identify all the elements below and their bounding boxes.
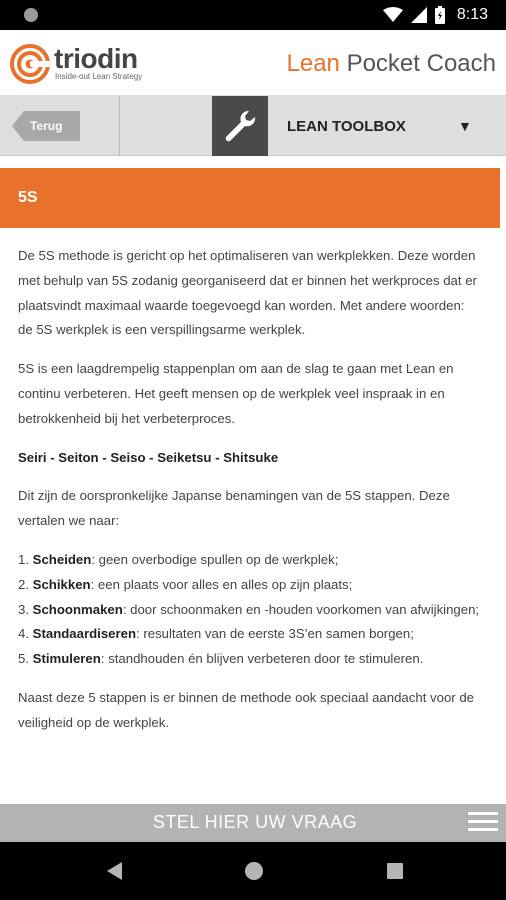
list-item-number: 2.	[18, 576, 29, 592]
logo-name: triodin	[54, 43, 138, 74]
status-bar	[0, 0, 506, 30]
list-item-number: 3.	[18, 601, 29, 617]
ask-question-bar[interactable]	[0, 804, 506, 842]
list-item-term: Scheiden	[32, 551, 92, 567]
notification-dot-icon	[24, 8, 38, 22]
list-item-number: 1.	[18, 551, 29, 567]
paragraph-intro: De 5S methode is gericht op het optimaliseren van werkplekken. Deze worden met behulp van 5S zodanig georganiseerd dat er binnen het werkproces dat er plaatsvindt maximaal waarde toegevoegd kan worden. Met andere woorden: de 5S werkplek is een verspillingsarme werkplek.	[18, 248, 477, 338]
steps-list	[18, 548, 480, 672]
list-item-term: Stimuleren	[32, 651, 101, 667]
app-header	[0, 30, 506, 96]
list-item-term: Schoonmaken	[32, 601, 123, 617]
article-content	[18, 244, 480, 750]
back-button[interactable]	[12, 111, 80, 141]
list-item-text: : standhouden én blijven verbeteren door te stimuleren.	[100, 651, 424, 667]
list-item-number: 4.	[18, 626, 29, 642]
app-title-rest: Pocket Coach	[339, 50, 496, 77]
recents-icon[interactable]	[384, 860, 406, 882]
paragraph-stappenplan: 5S is een laagdrempelig stappenplan om aan de slag te gaan met Lean en continu verbeteren. Het geeft mensen op de werkplek veel inspraak in en betrokkenheid bij het verbeterproces.	[18, 361, 454, 426]
battery-icon	[435, 6, 445, 24]
list-item	[18, 598, 480, 623]
section-header	[0, 168, 500, 228]
triodin-logo	[10, 44, 142, 84]
paragraph-translation: Dit zijn de oorspronkelijke Japanse benamingen van de 5S stappen. Deze vertalen we naar:	[18, 488, 450, 529]
list-item-text: : resultaten van de eerste 3S’en samen borgen;	[136, 626, 414, 642]
app-title	[287, 50, 496, 78]
list-item-text: : door schoonmaken en -houden voorkomen van afwijkingen;	[122, 601, 480, 617]
triodin-logo-icon	[10, 44, 50, 84]
ask-question-label[interactable]: STEL HIER UW VRAAG	[152, 812, 358, 832]
signal-icon	[411, 7, 427, 23]
list-item	[18, 622, 480, 647]
stages-heading: Seiri - Seiton - Seiso - Seiketsu - Shitsuke	[18, 449, 279, 465]
list-item-term: Schikken	[32, 576, 91, 592]
toolbox-selector-label[interactable]: LEAN TOOLBOX	[287, 118, 406, 135]
back-button-label: Terug	[30, 119, 63, 133]
toolbar-divider	[119, 96, 120, 156]
section-title: 5S	[18, 189, 38, 206]
list-item-text: : een plaats voor alles en alles op zijn plaats;	[90, 576, 353, 592]
list-item-text: : geen overbodige spullen op de werkplek;	[91, 551, 339, 567]
dropdown-arrow-icon[interactable]: ▼	[458, 118, 472, 134]
wifi-icon	[383, 7, 403, 23]
paragraph-safety: Naast deze 5 stappen is er binnen de methode ook speciaal aandacht voor de veiligheid op de werkplek.	[18, 689, 475, 730]
wrench-icon	[223, 109, 257, 143]
status-time: 8:13	[456, 6, 488, 23]
list-item-term: Standaardiseren	[32, 626, 137, 642]
list-item-number: 5.	[18, 651, 29, 667]
toolbar	[0, 96, 506, 156]
hamburger-menu-icon[interactable]	[468, 812, 498, 834]
toolbox-icon-button[interactable]	[212, 96, 268, 156]
list-item	[18, 548, 480, 573]
logo-tagline: Inside-out Lean Strategy	[55, 72, 143, 81]
back-icon[interactable]	[104, 860, 126, 882]
list-item	[18, 647, 480, 672]
app-title-accent: Lean	[286, 50, 340, 77]
list-item	[18, 573, 480, 598]
status-icons	[383, 4, 488, 26]
system-nav-bar	[0, 842, 506, 900]
home-icon[interactable]	[243, 860, 265, 882]
